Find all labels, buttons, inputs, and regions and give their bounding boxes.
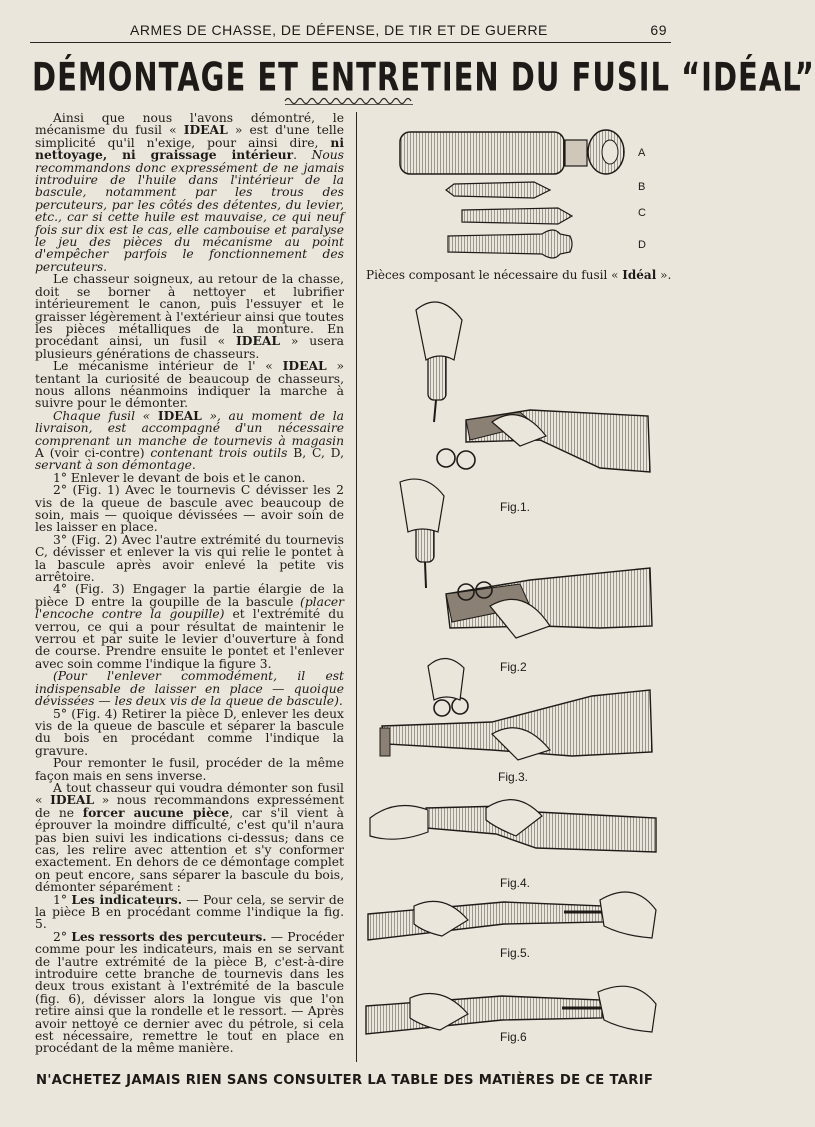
figure-1-illustration <box>370 290 660 490</box>
tools-illustration <box>362 118 680 266</box>
paragraph-care: Le chasseur soigneux, au retour de la chasse, doit se borner à nettoyer et lubrifier intérieurement le canon, puis l'essuyer et le graisser légèrement à l'extérieur ainsi que toutes les pièces métalliques de la monture. En procédant ainsi, un fusil « IDEAL » usera plusieurs générations de chasseurs. <box>35 272 344 361</box>
page-number: 69 <box>650 22 667 38</box>
tool-b <box>446 182 550 198</box>
tool-a-handle <box>400 130 624 174</box>
detail-springs: 2° Les ressorts des percuteurs. — Procéder comme pour les indicateurs, mais en se servant de l'autre extrémité de la pièce B, c'est-à-dire introduire cette branche de tournevis dans les deux trous existant à l'extrémité de la bascule (fig. 6), dévisser alors la longue vis que l'on retire ainsi que la rondelle et le ressort. — Après avoir nettoyé ce dernier avec du pétrole, si cela est nécessaire, remettre le tout en place en procédant de la même manière. <box>35 928 344 1056</box>
step-2: 2° (Fig. 1) Avec le tournevis C dévisser les 2 vis de la queue de bascule avec beaucoup de soin, mais — quoique dévissées — avoir soin de les laisser en place. <box>35 483 344 535</box>
page-title: DÉMONTAGE ET ENTRETIEN DU FUSIL “IDÉAL” <box>32 54 815 100</box>
step-1: 1° Enlever le devant de bois et le canon. <box>53 470 306 485</box>
title-flourish <box>285 96 415 106</box>
tool-label-a: A <box>638 147 646 159</box>
figure-5-label: Fig.5. <box>500 946 531 960</box>
step-3: 3° (Fig. 2) Avec l'autre extrémité du tournevis C, dévisser et enlever la vis qui relie le pontet à la bascule après avoir enlevé la petite vis arrêtoire. <box>35 532 344 585</box>
paragraph-intro: Ainsi que nous l'avons démontré, le mécanisme du fusil « IDEAL » est d'une telle simplicité qu'il n'exige, pour ainsi dire, ni nettoyage, ni graissage intérieur. Nous recommandons donc expressément de ne jamais introduire de l'huile dans l'intérieur de la bascule, notamment par les trous des percuteurs, par les côtés des détentes, du levier, etc., car si cette huile est mauvaise, ce qui neuf fois sur dix est le cas, elle cambouise et paralyse le jeu des pièces du mécanisme au point d'empêcher parfois le fonctionnement des percuteurs. <box>35 111 345 274</box>
figure-2-label: Fig.2 <box>500 660 527 674</box>
figure-1-label: Fig.1. <box>500 500 531 514</box>
tool-label-b: B <box>638 181 646 193</box>
detail-indicators: 1° Les indicateurs. — Pour cela, se servir de la pièce B en procédant comme l'indique la fig. 5. <box>35 891 344 932</box>
figure-4-label: Fig.4. <box>500 876 531 890</box>
paragraph-reassembly: Pour remonter le fusil, procéder de la même façon mais en sens inverse. <box>35 756 344 783</box>
column-divider <box>356 112 357 1062</box>
step-4: 4° (Fig. 3) Engager la partie élargie de la pièce D entre la goupille de la bascule (placer l'encoche contre la goupille) et l'extrémité du verrou, ce qui a pour résultat de maintenir le verrou et par suite le levier d'ouverture à fond de course. Prendre ensuite le pontet et l'enlever avec soin comme l'indique la figure 3. <box>35 582 345 671</box>
tool-label-c: C <box>638 207 646 219</box>
running-head-title: ARMES DE CHASSE, DE DÉFENSE, DE TIR ET DE GUERRE <box>130 22 548 38</box>
article-text <box>35 112 344 1055</box>
figure-4-illustration <box>366 788 662 878</box>
step-4-note: (Pour l'enlever commodément, il est indispensable de laisser en place — quoique dévissées — les deux vis de la queue de bascule). <box>35 669 344 709</box>
figure-3-label: Fig.3. <box>498 770 529 784</box>
running-head <box>30 20 671 43</box>
tool-d <box>448 230 572 258</box>
figure-3-illustration <box>372 646 662 766</box>
figure-2-illustration <box>370 476 660 656</box>
paragraph-mechanism: Le mécanisme intérieur de l' « IDEAL » tentant la curiosité de beaucoup de chasseurs, nous allons néanmoins indiquer la marche à suivre pour le démonter. <box>35 358 344 411</box>
tool-c <box>462 208 572 224</box>
paragraph-kit: Chaque fusil « IDEAL », au moment de la livraison, est accompagné d'un nécessaire comprenant un manche de tournevis à magasin A (voir ci-contre) contenant trois outils B, C, D, servant à son démontage. <box>35 407 344 473</box>
footer-notice: N'ACHETEZ JAMAIS RIEN SANS CONSULTER LA TABLE DES MATIÈRES DE CE TARIF <box>36 1073 654 1088</box>
figure-6-illustration <box>362 976 660 1056</box>
figure-6-label: Fig.6 <box>500 1030 527 1044</box>
paragraph-warning: A tout chasseur qui voudra démonter son fusil « IDEAL » nous recommandons expressément de ne forcer aucune pièce, car s'il vient à éprouver la moindre difficulté, c'est qu'il n'aura pas bien suivi les indications ci-dessus; dans ce cas, les relire avec attention et s'y conformer exactement. En dehors de ce démontage complet on peut encore, sans séparer la bascule du bois, démonter séparément : <box>35 780 344 895</box>
tools-caption: Pièces composant le nécessaire du fusil « Idéal ». <box>366 268 672 282</box>
step-5: 5° (Fig. 4) Retirer la pièce D, enlever les deux vis de la queue de bascule et séparer la bascule du bois en procédant comme l'indique la gravure. <box>35 706 344 758</box>
tool-label-d: D <box>638 239 646 251</box>
